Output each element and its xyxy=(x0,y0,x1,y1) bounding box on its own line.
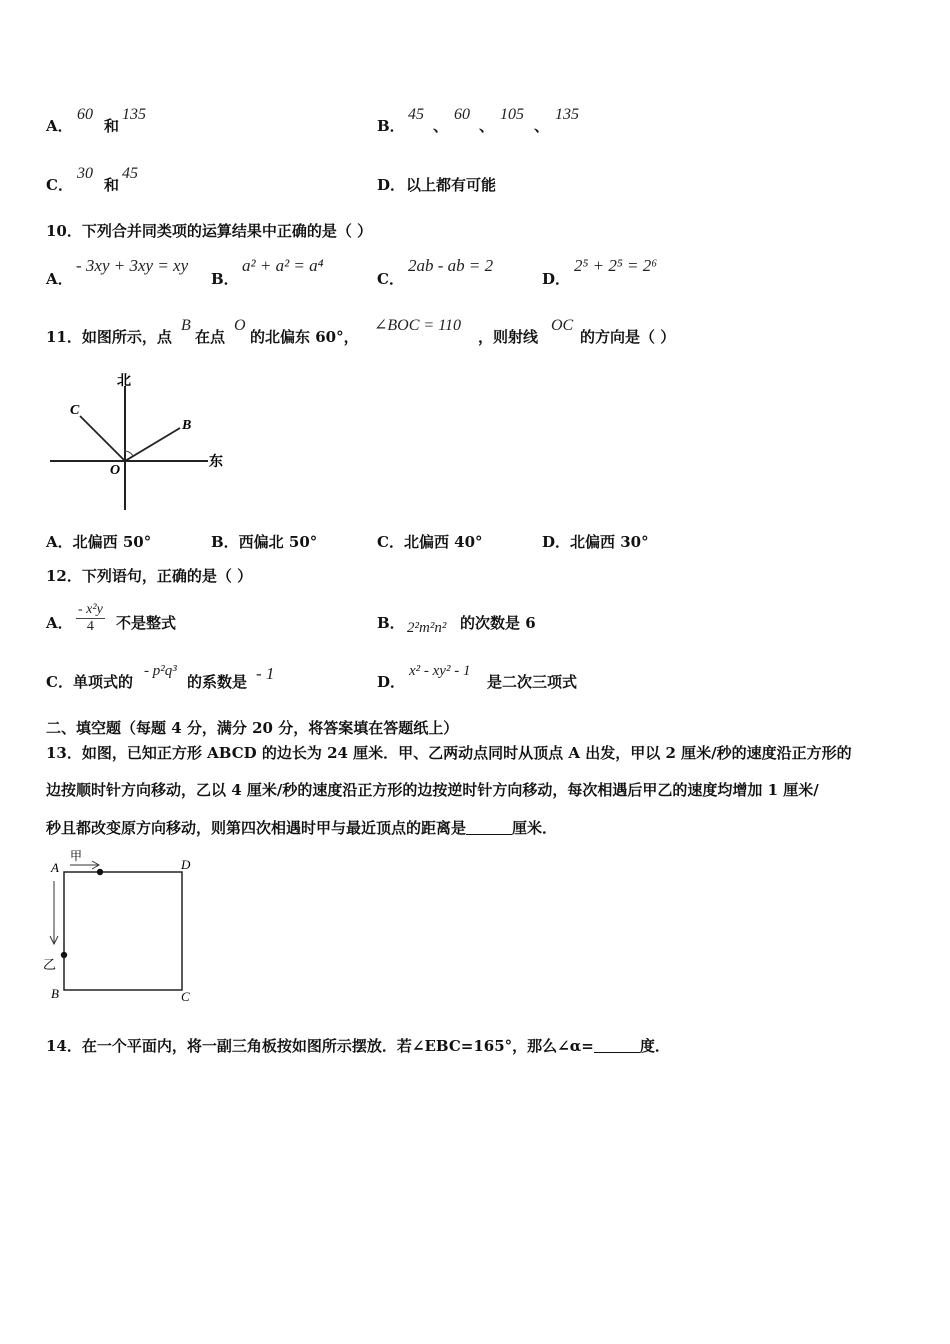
q11-stem-ray-oc: OC xyxy=(551,317,574,334)
fig-vertex-b: B xyxy=(51,986,59,1001)
q11-stem-part4: ，则射线 xyxy=(478,328,539,346)
fig-vertex-c: C xyxy=(181,989,190,1004)
q13-line3-text: 秒且都改变原方向移动，则第四次相遇时甲与最近顶点的距离是 xyxy=(46,819,467,837)
q9-option-b-value3: 105 xyxy=(500,106,524,123)
q9-option-b-sep3: 、 xyxy=(534,117,550,135)
point-yi xyxy=(61,952,67,958)
q13-line2: 边按顺时针方向移动，乙以 4 厘米/秒的速度沿正方形的边按逆时针方向移动，每次相遇后甲乙的速度均增加 1 厘米/ xyxy=(46,781,819,799)
q11-stem-point-o: O xyxy=(234,317,246,334)
q12-option-b-label: B． xyxy=(377,614,405,632)
q11-stem-part1: 11．如图所示，点 xyxy=(46,328,172,346)
fig-east-label: 东 xyxy=(209,454,223,470)
q9-option-b-value1: 45 xyxy=(408,106,424,123)
square-abcd xyxy=(64,872,182,990)
q9-option-a-value1: 60 xyxy=(77,106,93,123)
q10-option-d-label: D． xyxy=(542,270,571,288)
q12-option-a-label: A． xyxy=(46,614,73,632)
q12-option-c-expr: - p²q³ xyxy=(144,663,177,679)
q12-option-d-expr: x² - xy² - 1 xyxy=(409,663,471,679)
q14-text-unit: 度． xyxy=(639,1037,670,1055)
fig-vertex-a: A xyxy=(51,860,59,875)
q9-option-b-value4: 135 xyxy=(555,106,579,123)
fig-jia-label: 甲 xyxy=(70,849,83,863)
q9-option-d-text: 以上都有可能 xyxy=(406,176,497,194)
q9-option-a-label: A． xyxy=(46,117,73,135)
q13-square-figure xyxy=(40,845,210,1010)
q11-stem-part3: 的北偏东 60°， xyxy=(250,328,359,346)
q11-stem-part5: 的方向是（ ） xyxy=(580,328,676,346)
q12-option-c-value: - 1 xyxy=(256,664,275,683)
q12-option-a-fraction xyxy=(76,601,105,635)
q14-text xyxy=(46,1037,670,1055)
q12-option-a-text: 不是整式 xyxy=(116,614,177,632)
q12-option-d-text: 是二次三项式 xyxy=(487,673,578,691)
point-jia xyxy=(97,869,103,875)
q9-option-c-sep: 和 xyxy=(104,176,120,194)
q13-line3-unit: 厘米． xyxy=(512,819,558,837)
q12-option-b-expr: 2²m²n² xyxy=(407,620,447,636)
q11-stem-point-b: B xyxy=(181,317,191,334)
q10-option-d-expr: 2⁵ + 2⁵ = 2⁶ xyxy=(574,256,658,275)
fig-point-o: O xyxy=(110,463,121,478)
q11-option-d: D．北偏西 30° xyxy=(542,533,649,551)
q12-stem: 12．下列语句，正确的是（ ） xyxy=(46,567,253,585)
q9-option-b-value2: 60 xyxy=(454,106,470,123)
fig-point-c: C xyxy=(70,403,80,418)
q14-answer-blank xyxy=(594,1038,640,1053)
q9-option-c-value2: 45 xyxy=(122,165,138,182)
q9-option-a-sep: 和 xyxy=(104,117,120,135)
fig-yi-label: 乙 xyxy=(43,958,57,973)
q9-option-a-value2: 135 xyxy=(122,106,146,123)
q14-text-main: 14．在一个平面内，将一副三角板按如图所示摆放．若∠EBC=165°，那么∠α= xyxy=(46,1037,594,1055)
ray-ob xyxy=(125,428,180,461)
q9-option-b-sep1: 、 xyxy=(433,117,449,135)
q11-option-b: B．西偏北 50° xyxy=(211,533,318,551)
q9-option-c-value1: 30 xyxy=(77,165,93,182)
q9-option-c-label: C． xyxy=(46,176,73,194)
angle-arc xyxy=(125,451,133,456)
q10-option-b-expr: a² + a² = a⁴ xyxy=(242,256,324,275)
q10-option-c-label: C． xyxy=(377,270,404,288)
q11-stem-part2: 在点 xyxy=(195,328,226,346)
q10-option-a-expr: - 3xy + 3xy = xy xyxy=(76,256,189,275)
q9-option-b-sep2: 、 xyxy=(479,117,495,135)
q11-option-c: C．北偏西 40° xyxy=(377,533,483,551)
q11-compass-figure xyxy=(40,368,280,518)
fig-vertex-d: D xyxy=(181,857,191,872)
q12-option-d-label: D． xyxy=(377,673,406,691)
q11-option-a: A．北偏西 50° xyxy=(46,533,152,551)
fraction-denominator: 4 xyxy=(86,619,94,634)
ray-oc xyxy=(80,416,125,461)
q12-option-b-text: 的次数是 6 xyxy=(460,614,536,632)
section2-heading: 二、填空题（每题 4 分，满分 20 分，将答案填在答题纸上） xyxy=(46,719,459,737)
q13-answer-blank xyxy=(466,820,512,835)
q10-option-b-label: B． xyxy=(211,270,239,288)
q12-option-c-text: 的系数是 xyxy=(187,673,248,691)
q10-option-a-label: A． xyxy=(46,270,73,288)
fig-north-label: 北 xyxy=(117,373,131,389)
fraction-numerator: - x²y xyxy=(78,602,103,617)
q9-option-b-label: B． xyxy=(377,117,405,135)
q9-option-d-label: D． xyxy=(377,176,406,194)
q12-option-c-label: C．单项式的 xyxy=(46,673,133,691)
q13-line1: 13．如图，已知正方形 ABCD 的边长为 24 厘米．甲、乙两动点同时从顶点 A 出发，甲以 2 厘米/秒的速度沿正方形的 xyxy=(46,744,852,762)
q10-option-c-expr: 2ab - ab = 2 xyxy=(408,256,494,275)
q11-stem-angle: ∠BOC = 110 xyxy=(374,317,462,334)
fig-point-b: B xyxy=(182,418,192,433)
q10-stem: 10．下列合并同类项的运算结果中正确的是（ ） xyxy=(46,222,373,240)
q13-line3 xyxy=(46,819,557,837)
